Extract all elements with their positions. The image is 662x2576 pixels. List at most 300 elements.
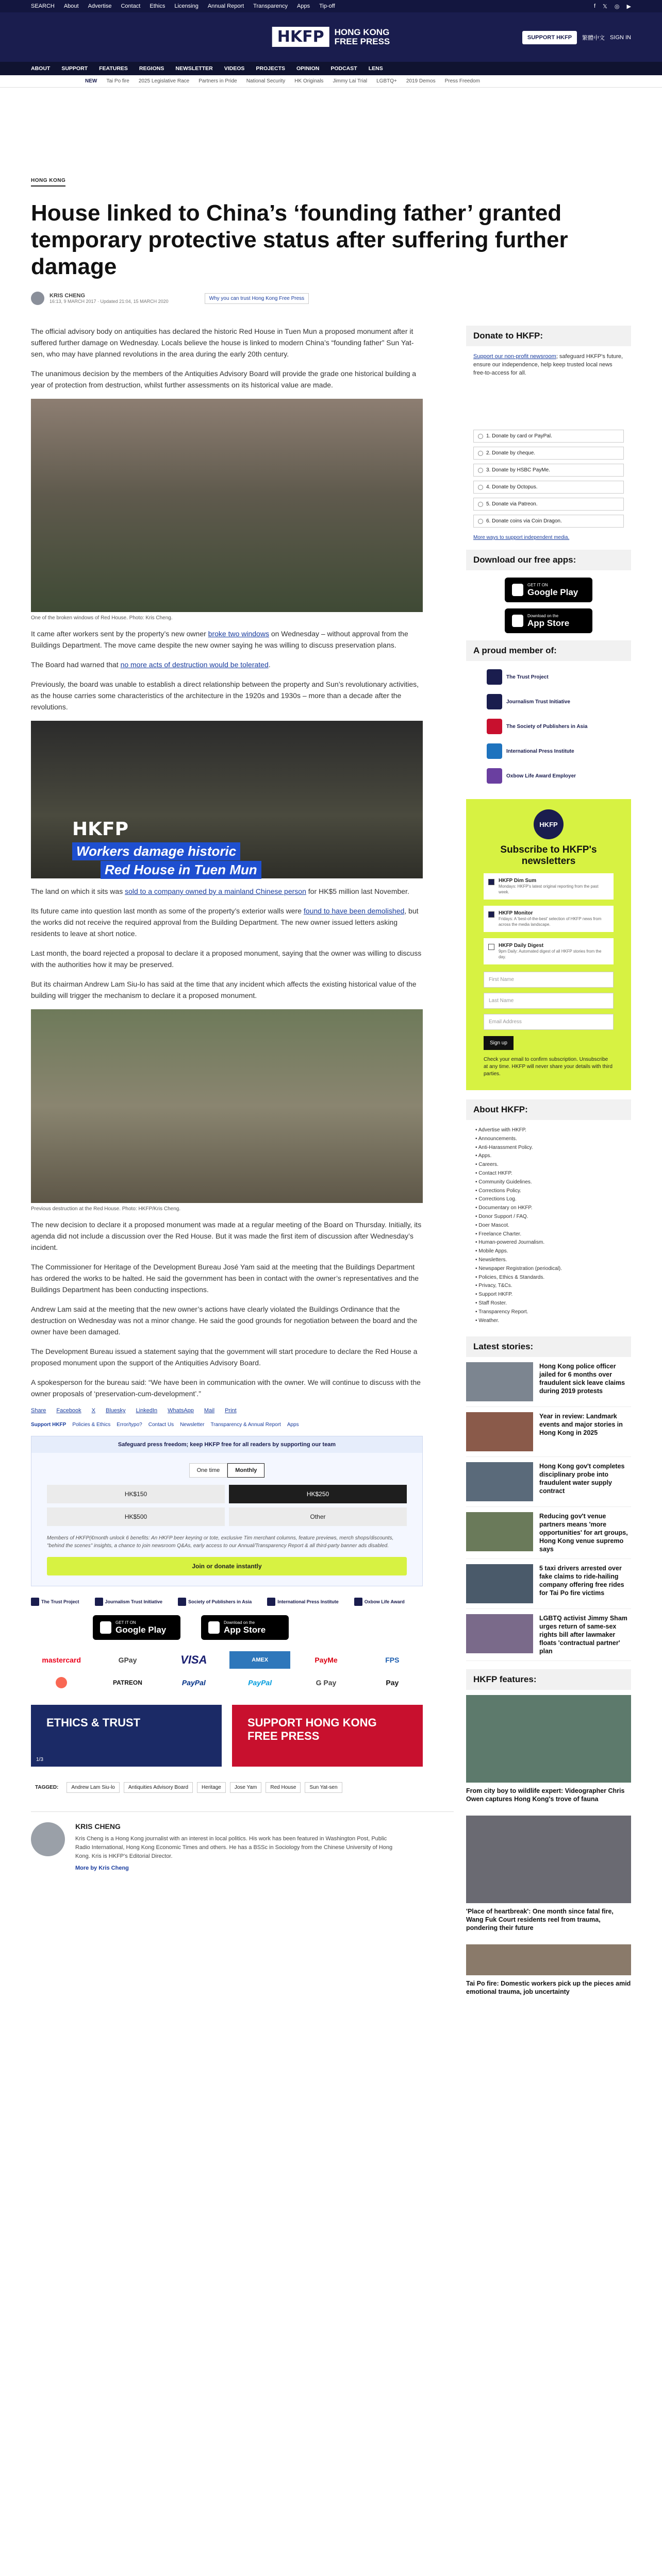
instagram-icon[interactable]: ◎ — [614, 3, 620, 10]
option-title: HKFP Monitor — [499, 910, 533, 916]
app-store-button[interactable] — [201, 1615, 289, 1640]
article-header — [0, 175, 662, 305]
top-link-about[interactable]: About — [63, 3, 79, 9]
story-item[interactable] — [466, 1507, 631, 1559]
donate-option-label: 4. Donate by Octopus. — [486, 484, 538, 490]
nav-projects[interactable]: PROJECTS — [256, 65, 285, 72]
patreon-icon[interactable]: PATREON — [113, 1679, 142, 1686]
story-title[interactable]: Hong Kong gov't completes disciplinary probe into fraudulent water supply contract — [539, 1463, 625, 1495]
top-link-apps[interactable]: Apps — [297, 3, 310, 9]
badge-label: Society of Publishers in Asia — [188, 1599, 252, 1604]
donate-box — [466, 326, 631, 550]
logo-mark: HKFP — [272, 27, 329, 47]
x-icon[interactable]: 𝕏 — [603, 3, 607, 10]
join-button[interactable]: Join or donate instantly — [47, 1557, 407, 1575]
store-name: Google Play — [527, 587, 578, 597]
top-link-ethics[interactable]: Ethics — [150, 3, 166, 9]
member-box — [466, 640, 631, 792]
google-play-button[interactable] — [93, 1615, 180, 1640]
about-item[interactable]: • Freelance Charter. — [475, 1230, 622, 1239]
amex-icon[interactable]: AMEX — [229, 1651, 290, 1669]
text: ; safeguard HKFP's future, ensure our independence, help keep trusted local news free-to-access for all. — [473, 353, 623, 376]
byline — [31, 292, 631, 305]
tags-label: TAGGED: — [35, 1785, 59, 1790]
main-nav — [0, 62, 662, 75]
donate-text — [466, 346, 631, 383]
oxbow-icon — [487, 768, 502, 784]
payment-methods — [31, 1651, 423, 1691]
inline-link[interactable]: no more acts of destruction would be tolerated — [120, 660, 269, 669]
mastercard-icon[interactable]: mastercard — [42, 1656, 81, 1664]
footer-link[interactable]: Apps — [287, 1422, 299, 1428]
amount-option-selected[interactable]: HK$250 — [229, 1485, 407, 1503]
nav-opinion[interactable]: OPINION — [296, 65, 320, 72]
option-title: HKFP Daily Digest — [499, 943, 544, 948]
trending-item[interactable]: Partners in Pride — [198, 78, 237, 84]
story-title[interactable]: LGBTQ activist Jimmy Sham urges return of same-sex rights bill after lawmaker floats 'contractual partner' plan — [539, 1615, 627, 1655]
donate-option[interactable] — [473, 498, 624, 511]
newsletter-title: Subscribe to HKFP's newsletters — [500, 844, 597, 867]
monthly-option[interactable]: Monthly — [227, 1463, 264, 1478]
trending-label: NEW — [85, 78, 97, 84]
paragraph: The unanimous decision by the members of the Antiquities Advisory Board will provide the grade one historical building a year of protection from destruction, whilst further assessments on its historical value are made. — [31, 369, 417, 389]
feature-title[interactable]: 'Place of heartbreak': One month since fatal fire, Wang Fuk Court residents reel from trauma, pondering their future — [466, 1908, 614, 1932]
share-facebook[interactable]: Facebook — [56, 1408, 81, 1414]
trust-project-icon — [487, 669, 502, 685]
newsletter-fine-print: Check your email to confirm subscription. Unsubscribe at any time. HKFP will never share your details with third parties. — [484, 1057, 613, 1077]
support-hkfp-button[interactable]: SUPPORT HKFP — [522, 31, 577, 44]
byline-text — [49, 293, 169, 304]
newsletter-option[interactable] — [484, 873, 614, 900]
jti-icon — [487, 694, 502, 709]
logo-text — [335, 28, 390, 46]
category-label[interactable]: HONG KONG — [31, 178, 65, 187]
feature-item[interactable] — [466, 1944, 631, 2003]
visa-icon[interactable]: VISA — [180, 1653, 207, 1666]
store-name: Google Play — [115, 1624, 167, 1635]
sidebar — [466, 326, 631, 2003]
footer-link[interactable]: Newsletter — [180, 1422, 205, 1428]
option-text — [499, 943, 609, 960]
promo-support[interactable] — [232, 1705, 423, 1767]
about-list — [466, 1120, 631, 1331]
latest-title: Latest stories: — [466, 1336, 631, 1357]
google-pay-icon[interactable]: G Pay — [316, 1679, 337, 1687]
facebook-icon[interactable]: f — [593, 3, 596, 9]
checkbox-icon[interactable] — [488, 944, 494, 950]
newsletter-option[interactable] — [484, 938, 614, 964]
paragraph: Andrew Lam said at the meeting that the new owner’s actions have clearly violated the Buildings Ordinance that the destruction on Wednesday was not a minor change. He said the good grounds for negotiation between the board and the owner have been damaged. — [31, 1305, 418, 1336]
store-small: GET IT ON — [527, 582, 548, 587]
author-bio: Kris Cheng is a Hong Kong journalist with an interest in local politics. His work has been featured in Washington Post, Public Radio International, Hong Kong Economic Times and others. He has a BSSc in Sociology from the Chinese University of Hong Kong. Kris is HKFP's Editorial Director. — [75, 1836, 393, 1859]
member-list — [466, 661, 631, 792]
paragraph — [31, 628, 423, 651]
sopa-icon — [487, 719, 502, 734]
share-mail[interactable]: Mail — [204, 1408, 215, 1414]
author-box-name[interactable]: KRIS CHENG — [75, 1822, 121, 1831]
about-item[interactable]: • Doer Mascot. — [475, 1222, 622, 1230]
footer-link[interactable]: Policies & Ethics — [72, 1422, 111, 1428]
top-bar — [0, 0, 662, 12]
member-label: Journalism Trust Initiative — [506, 699, 570, 705]
share-whatsapp[interactable]: WhatsApp — [168, 1408, 194, 1414]
ipi-icon — [487, 743, 502, 759]
about-item[interactable]: • Corrections Policy. — [475, 1187, 622, 1196]
paragraph: Previously, the board was unable to establish a direct relationship between the property and Sun’s revolutionary activities, as the house carries some characteristics of the architecture in the 1920s and 1930s – more than a decade after the revolutions. — [31, 680, 419, 711]
trending-item[interactable]: HK Originals — [294, 78, 324, 84]
badge-label: International Press Institute — [277, 1599, 339, 1604]
app-store-button[interactable] — [505, 608, 592, 633]
top-link-licensing[interactable]: Licensing — [174, 3, 198, 9]
trending-bar — [0, 75, 662, 88]
trending-item[interactable]: Jimmy Lai Trial — [333, 78, 368, 84]
photo-destruction[interactable] — [31, 1009, 423, 1203]
nav-about[interactable]: ABOUT — [31, 65, 51, 72]
membership-note: Members of HKFP(€month unlock 6 benefits: An HKFP beer keyring or tote, exclusive Tim merchant columns, feature previews, merch shops/discounts, "behind the scenes" insights, a chance to join newsroom Q&As, early access to our Annual/Transparency Report & all third-party banner ads disabled. — [47, 1535, 394, 1549]
about-item[interactable]: • Community Guidelines. — [475, 1178, 622, 1187]
donate-option[interactable] — [473, 464, 624, 477]
about-item[interactable]: • Transparency Report. — [475, 1308, 622, 1317]
badge[interactable] — [31, 1598, 79, 1606]
apple-pay-icon[interactable]: Pay — [386, 1679, 399, 1687]
about-item[interactable]: • Anti-Harassment Policy. — [475, 1144, 622, 1153]
paragraph — [31, 659, 423, 670]
top-link-advertise[interactable]: Advertise — [88, 3, 112, 9]
text: It came after workers sent by the property’s new owner — [31, 630, 208, 638]
text: Its future came into question last month as some of the property’s exterior walls were — [31, 907, 304, 915]
footer-link[interactable]: Support HKFP — [31, 1422, 67, 1428]
donate-option-label: 2. Donate by cheque. — [486, 450, 536, 456]
member-title: A proud member of: — [466, 640, 631, 661]
article-dates: 16:13, 9 MARCH 2017 · Updated 21:04, 15 MARCH 2020 — [49, 299, 169, 304]
option-desc: 9pm Daily: Automated digest of all HKFP stories from the day. — [499, 949, 602, 959]
story-thumb — [466, 1362, 533, 1401]
story-thumb — [466, 1512, 533, 1551]
newsletter-box — [466, 799, 631, 1090]
tag[interactable]: Jose Yam — [230, 1782, 262, 1793]
about-item[interactable]: • Privacy, T&Cs. — [475, 1282, 622, 1291]
headline: House linked to China’s ‘founding father’ granted temporary protective status after suffering further damage — [31, 200, 568, 279]
member-item[interactable] — [487, 719, 610, 734]
sidebar-store-buttons — [466, 570, 631, 640]
trending-item[interactable]: Tai Po fire — [106, 78, 129, 84]
about-item[interactable]: • Human-powered Journalism. — [475, 1239, 622, 1247]
paypal-icon[interactable]: PayPal — [181, 1679, 206, 1687]
trending-item[interactable]: National Security — [246, 78, 286, 84]
store-small: Download on the — [527, 613, 559, 618]
youtube-icon[interactable]: ▶ — [626, 3, 631, 10]
about-item[interactable]: • Policies, Ethics & Standards. — [475, 1274, 622, 1282]
footer-link[interactable]: Contact Us — [148, 1422, 174, 1428]
badge[interactable] — [267, 1598, 339, 1606]
feature-image — [466, 1944, 631, 1975]
badge[interactable] — [95, 1598, 163, 1606]
author-avatar — [31, 292, 44, 305]
badge[interactable] — [178, 1598, 252, 1606]
carousel-page: 1/3 — [36, 1757, 43, 1762]
about-item[interactable]: • Donor Support / FAQ. — [475, 1213, 622, 1222]
top-link-search[interactable]: SEARCH — [31, 3, 55, 9]
badge[interactable] — [354, 1598, 405, 1606]
gpay-icon[interactable]: GPay — [118, 1656, 137, 1664]
trending-item[interactable]: Press Freedom — [444, 78, 480, 84]
first-name-input[interactable]: First Name — [484, 972, 614, 988]
store-small: GET IT ON — [115, 1620, 136, 1625]
about-item[interactable]: • Advertise with HKFP. — [475, 1126, 622, 1135]
top-link-contact[interactable]: Contact — [121, 3, 141, 9]
top-links — [31, 3, 594, 9]
paragraph: The Commissioner for Heritage of the Development Bureau José Yam said at the meeting that the Buildings Department has ordered the works to be halted. He said the government has been in contact with the owner’s representatives and the Buildings Department has been conducting inspections. — [31, 1263, 419, 1294]
tag[interactable]: Antiquities Advisory Board — [124, 1782, 193, 1793]
share-label: Share — [31, 1408, 46, 1414]
patreon-logo-icon[interactable] — [31, 1674, 92, 1691]
text: The Board had warned that — [31, 660, 121, 669]
text: on Wednesday – without approval from the Buildings Department. The move came despite the new owner saying he was willing to discuss preservation plans. — [31, 630, 408, 649]
feature-item[interactable] — [466, 1816, 631, 1939]
figure-destruction — [31, 1009, 423, 1212]
radio-icon — [478, 519, 483, 524]
caption: Previous destruction at the Red House. Photo: HKFP/Kris Cheng. — [31, 1206, 181, 1212]
promo-ethics[interactable] — [31, 1705, 222, 1767]
nav-videos[interactable]: VIDEOS — [224, 65, 245, 72]
share-x[interactable]: X — [91, 1408, 96, 1414]
nav-newsletter[interactable]: NEWSLETTER — [175, 65, 213, 72]
member-label: The Trust Project — [506, 674, 549, 680]
author-name[interactable]: KRIS CHENG — [49, 293, 86, 299]
member-label: The Society of Publishers in Asia — [506, 723, 588, 730]
figure-window — [31, 399, 423, 621]
paragraph — [31, 886, 423, 897]
story-thumb — [466, 1412, 533, 1451]
newsletter-option[interactable] — [484, 906, 614, 932]
checkbox-icon[interactable] — [488, 879, 494, 885]
logo-line-1: HONG KONG — [334, 27, 390, 37]
share-print[interactable]: Print — [225, 1408, 237, 1414]
text: , but the works did not receive the required approval from the Building Department. The new owner issued letters asking residents to leave at short notice. — [31, 907, 419, 938]
tag[interactable]: Sun Yat-sen — [305, 1782, 342, 1793]
paragraph: The new decision to declare it a proposed monument was made at a regular meeting of the Board on Thursday. Initially, its agenda did not include a discussion over the Red House. But it was made the first item of discussion after Wednesday’s incident. — [31, 1221, 422, 1251]
feature-title[interactable]: From city boy to wildlife expert: Videographer Chris Owen captures Hong Kong's trove of fauna — [466, 1787, 625, 1803]
donate-option[interactable] — [473, 447, 624, 460]
store-small: Download on the — [224, 1620, 255, 1625]
trending-item[interactable]: LGBTQ+ — [376, 78, 397, 84]
more-ways-link[interactable]: More ways to support independent media. — [473, 535, 570, 540]
nav-features[interactable]: FEATURES — [99, 65, 128, 72]
member-badges — [31, 1598, 454, 1606]
paragraph: The official advisory body on antiquities has declared the historic Red House in Tuen Mun a proposed monument after it suffered further damage on Wednesday. Locals believe the house is linked to modern China’s “founding father” Sun Yat-sen, who may have planned revolutions in the area during the early 20th century. — [31, 327, 414, 358]
badge-label: Oxbow Life Award — [364, 1599, 405, 1604]
share-bluesky[interactable]: Bluesky — [106, 1408, 126, 1414]
amount-option[interactable]: Other — [229, 1507, 407, 1526]
story-title[interactable]: Year in review: Landmark events and major stories in Hong Kong in 2025 — [539, 1413, 623, 1437]
tag[interactable]: Red House — [266, 1782, 301, 1793]
author-info — [75, 1822, 395, 1871]
video-brand: HKFP — [72, 819, 129, 840]
story-item[interactable] — [466, 1457, 631, 1507]
oxbow-icon — [354, 1598, 362, 1606]
paragraph — [31, 905, 423, 939]
author-photo[interactable] — [31, 1822, 65, 1856]
more-by-author-link[interactable]: More by Kris Cheng — [75, 1865, 129, 1871]
badge-label: The Trust Project — [41, 1599, 79, 1604]
radio-icon — [478, 502, 483, 507]
radio-icon — [478, 434, 483, 439]
about-title: About HKFP: — [466, 1099, 631, 1120]
inline-link[interactable]: broke two windows — [208, 630, 269, 638]
text: . — [268, 660, 271, 669]
story-item[interactable] — [466, 1559, 631, 1609]
donate-option-label: 6. Donate coins via Coin Dragon. — [486, 518, 562, 524]
story-item[interactable] — [466, 1609, 631, 1661]
features-title: HKFP features: — [466, 1669, 631, 1690]
top-link-annual-report[interactable]: Annual Report — [207, 3, 244, 9]
about-item[interactable]: • Corrections Log. — [475, 1195, 622, 1204]
donate-option-label: 3. Donate by HSBC PayMe. — [486, 467, 550, 473]
payme-icon[interactable]: PayMe — [315, 1656, 338, 1664]
features-box — [466, 1669, 631, 2003]
amount-options — [31, 1485, 422, 1526]
option-text — [499, 878, 609, 895]
amount-option[interactable]: HK$150 — [47, 1485, 225, 1503]
about-item[interactable]: • Careers. — [475, 1161, 622, 1170]
about-item[interactable]: • Mobile Apps. — [475, 1247, 622, 1256]
member-item[interactable] — [487, 694, 610, 709]
apps-title: Download our free apps: — [466, 550, 631, 570]
tag[interactable]: Andrew Lam Siu-lo — [67, 1782, 119, 1793]
nav-lens[interactable]: LENS — [368, 65, 383, 72]
story-item[interactable] — [466, 1357, 631, 1407]
frequency-toggle — [31, 1463, 422, 1478]
about-item[interactable]: • Support HKFP. — [475, 1291, 622, 1299]
about-item[interactable]: • Staff Roster. — [475, 1299, 622, 1308]
story-title[interactable]: Reducing gov't venue partners means 'more opportunities' for art groups, Hong Kong venue supremo says — [539, 1513, 628, 1553]
member-item[interactable] — [487, 743, 610, 759]
about-item[interactable]: • Weather. — [475, 1317, 622, 1326]
member-item[interactable] — [487, 669, 610, 685]
article-body — [31, 326, 454, 1871]
share-linkedin[interactable]: LinkedIn — [136, 1408, 158, 1414]
checkbox-icon[interactable] — [488, 911, 494, 918]
app-store-buttons — [31, 1615, 454, 1640]
footer-link[interactable]: Error/typo? — [117, 1422, 142, 1428]
caption: One of the broken windows of Red House. Photo: Kris Cheng. — [31, 615, 173, 621]
text: The land on which it sits was — [31, 887, 125, 895]
feature-title[interactable]: Tai Po fire: Domestic workers pick up the pieces amid emotional trauma, job uncertainty — [466, 1980, 631, 1996]
google-play-button[interactable] — [505, 578, 592, 602]
member-item[interactable] — [487, 768, 610, 784]
paragraph: But its chairman Andrew Lam Siu-lo has said at the time that any incident which affects the existing historical value of the building will trigger the mechanism to declare it a proposed monument. — [31, 980, 417, 999]
one-time-option[interactable]: One time — [189, 1463, 228, 1478]
about-item[interactable]: • Contact HKFP. — [475, 1170, 622, 1178]
masthead-actions — [522, 31, 631, 44]
trending-item[interactable]: 2025 Legislative Race — [138, 78, 190, 84]
about-item[interactable]: • Apps. — [475, 1152, 622, 1161]
story-thumb — [466, 1462, 533, 1501]
option-text — [499, 910, 609, 927]
text: for HK$5 million last November. — [306, 887, 409, 895]
top-link-transparency[interactable]: Transparency — [253, 3, 288, 9]
newsletter-badge: HKFP — [534, 809, 564, 839]
social-icons — [594, 3, 631, 10]
ipi-icon — [267, 1598, 275, 1606]
latest-box — [466, 1336, 631, 1661]
email-input[interactable]: Email Address — [484, 1014, 614, 1030]
tags — [31, 1782, 423, 1793]
logo-line-2: FREE PRESS — [334, 36, 390, 46]
member-label: International Press Institute — [506, 748, 574, 754]
trust-project-icon — [31, 1598, 39, 1606]
option-desc: Fridays: A 'best-of-the-best' selection of HKFP news from across the media landscape. — [499, 917, 602, 927]
inline-link[interactable]: found to have been demolished — [303, 907, 405, 915]
story-item[interactable] — [466, 1407, 631, 1457]
donate-option[interactable] — [473, 515, 624, 528]
about-box — [466, 1099, 631, 1331]
feature-item[interactable] — [466, 1695, 631, 1810]
store-name: App Store — [527, 618, 570, 628]
donate-link[interactable]: Support our non-profit newsroom — [473, 353, 556, 360]
last-name-input[interactable]: Last Name — [484, 993, 614, 1009]
footer-link[interactable]: Transparency & Annual Report — [210, 1422, 281, 1428]
photo-broken-window[interactable] — [31, 399, 423, 612]
amount-option[interactable]: HK$500 — [47, 1507, 225, 1526]
top-link-tipoff[interactable]: Tip-off — [319, 3, 335, 9]
nav-regions[interactable]: REGIONS — [139, 65, 164, 72]
paragraph: Last month, the board rejected a proposal to declare it a proposed monument, saying that the owner was willing to discuss with the authorities how it may be preserved. — [31, 949, 422, 969]
inline-link[interactable]: sold to a company owned by a mainland Chinese person — [125, 887, 306, 895]
about-item[interactable]: • Documentary on HKFP. — [475, 1204, 622, 1213]
signup-button[interactable]: Sign up — [484, 1036, 514, 1050]
video-player[interactable] — [31, 721, 423, 878]
support-heading: Safeguard press freedom; keep HKFP free for all readers by supporting our team — [31, 1436, 422, 1453]
radio-icon — [478, 451, 483, 456]
option-title: HKFP Dim Sum — [499, 878, 537, 884]
jti-icon — [95, 1598, 103, 1606]
option-desc: Mondays: HKFP's latest original reporting from the past week. — [499, 884, 599, 894]
donate-option[interactable] — [473, 430, 624, 443]
radio-icon — [478, 468, 483, 473]
trending-item[interactable]: 2019 Demos — [406, 78, 436, 84]
video-title-line-2: Red House in Tuen Mun — [101, 861, 261, 879]
paypal-icon[interactable]: PayPal — [248, 1679, 272, 1687]
site-logo[interactable] — [272, 27, 390, 47]
member-label: Oxbow Life Award Employer — [506, 773, 576, 779]
about-item[interactable]: • Newsletters. — [475, 1256, 622, 1265]
nav-podcast[interactable]: PODCAST — [330, 65, 357, 72]
donate-option-label: 1. Donate by card or PayPal. — [486, 433, 552, 439]
nav-support[interactable]: SUPPORT — [61, 65, 88, 72]
sign-in-link[interactable]: SIGN IN — [610, 35, 631, 41]
story-title[interactable]: Hong Kong police officer jailed for 6 months over fraudulent sick leave claims during 2019 protests — [539, 1363, 625, 1395]
story-thumb — [466, 1564, 533, 1603]
story-title[interactable]: 5 taxi drivers arrested over fake claims to ride-hailing company offering free rides for Tai Po fire victims — [539, 1565, 624, 1597]
feature-image — [466, 1695, 631, 1783]
article-footer-links — [31, 1422, 454, 1428]
donate-option-label: 5. Donate via Patreon. — [486, 501, 538, 507]
language-switch[interactable]: 繁體中文 — [582, 35, 605, 41]
about-item[interactable]: • Announcements. — [475, 1135, 622, 1144]
about-item[interactable]: • Newspaper Registration (periodical). — [475, 1265, 622, 1274]
fps-icon[interactable]: FPS — [385, 1656, 400, 1664]
feature-image — [466, 1816, 631, 1903]
donate-title: Donate to HKFP: — [466, 326, 631, 346]
trust-link[interactable]: Why you can trust Hong Kong Free Press — [205, 293, 309, 304]
store-name: App Store — [224, 1624, 266, 1635]
paragraph: A spokesperson for the bureau said: “We have been in communication with the owner. We will continue to discuss with the owner proposals of ‘preservation-cum-development’.” — [31, 1378, 421, 1398]
author-box — [31, 1811, 454, 1871]
donate-option[interactable] — [473, 481, 624, 494]
tag[interactable]: Heritage — [197, 1782, 226, 1793]
apps-box — [466, 550, 631, 640]
